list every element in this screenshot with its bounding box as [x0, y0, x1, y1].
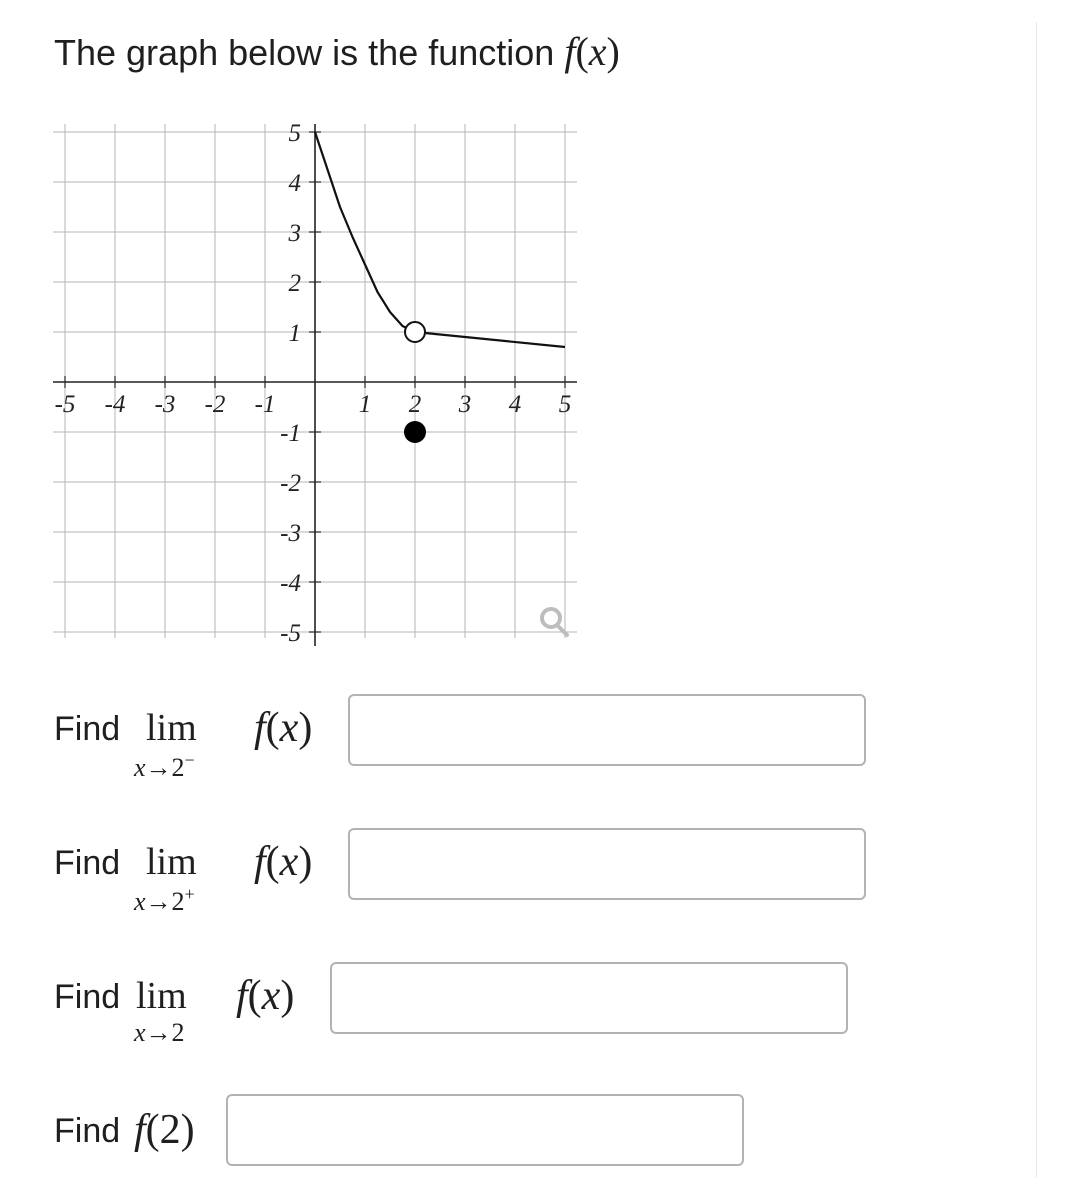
x-tick-label: 1: [358, 391, 372, 418]
x-tick-label: -5: [54, 391, 76, 418]
function-expr: f(2): [134, 1107, 195, 1153]
lim-operator: lim: [146, 841, 197, 883]
lim-operator: lim: [146, 707, 197, 749]
function-expr: f(x): [236, 973, 295, 1019]
answer-input-right-limit[interactable]: [348, 828, 866, 900]
x-tick-label: 2: [408, 391, 422, 418]
title-text: The graph below is the function: [54, 32, 555, 73]
title-function: f(x): [564, 29, 620, 74]
y-tick-label: -2: [280, 470, 301, 497]
find-label: Find: [54, 710, 121, 748]
x-tick-label: -1: [254, 391, 276, 418]
y-tick-label: -5: [280, 620, 301, 647]
x-tick-label: -2: [204, 391, 226, 418]
function-expr: f(x): [254, 839, 313, 885]
find-label: Find: [54, 978, 121, 1016]
answer-input-two-sided-limit[interactable]: [330, 962, 848, 1034]
find-label: Find: [54, 844, 121, 882]
axes: [53, 124, 577, 646]
limit-subscript: x→2: [134, 1018, 185, 1047]
x-tick-label: 4: [508, 391, 522, 418]
limit-subscript: x→2+: [134, 884, 195, 916]
function-curve: [315, 132, 565, 347]
answer-input-f-of-2[interactable]: [226, 1094, 744, 1166]
y-tick-label: 4: [288, 170, 301, 197]
open-point: [405, 322, 425, 342]
page-title: [54, 28, 620, 75]
find-label: Find: [54, 1112, 121, 1150]
y-tick-label: -3: [280, 520, 301, 547]
x-tick-label: 3: [458, 391, 472, 418]
plot-area: [315, 132, 565, 443]
y-tick-label: 3: [288, 220, 301, 247]
y-tick-label: -4: [280, 570, 301, 597]
function-expr: f(x): [254, 705, 313, 751]
x-tick-label: 5: [558, 391, 572, 418]
answer-input-left-limit[interactable]: [348, 694, 866, 766]
function-graph: [40, 110, 585, 655]
page-right-border: [1036, 22, 1037, 1177]
closed-point: [404, 421, 426, 443]
magnifier-icon[interactable]: [542, 609, 567, 635]
y-tick-label: -1: [280, 420, 301, 447]
x-tick-label: -3: [154, 391, 176, 418]
lim-operator: lim: [136, 975, 187, 1017]
y-tick-label: 1: [288, 320, 301, 347]
limit-subscript: x→2−: [134, 750, 195, 782]
tick-labels: [55, 120, 572, 647]
y-tick-label: 5: [288, 120, 301, 147]
y-tick-label: 2: [288, 270, 301, 297]
x-tick-label: -4: [104, 391, 126, 418]
